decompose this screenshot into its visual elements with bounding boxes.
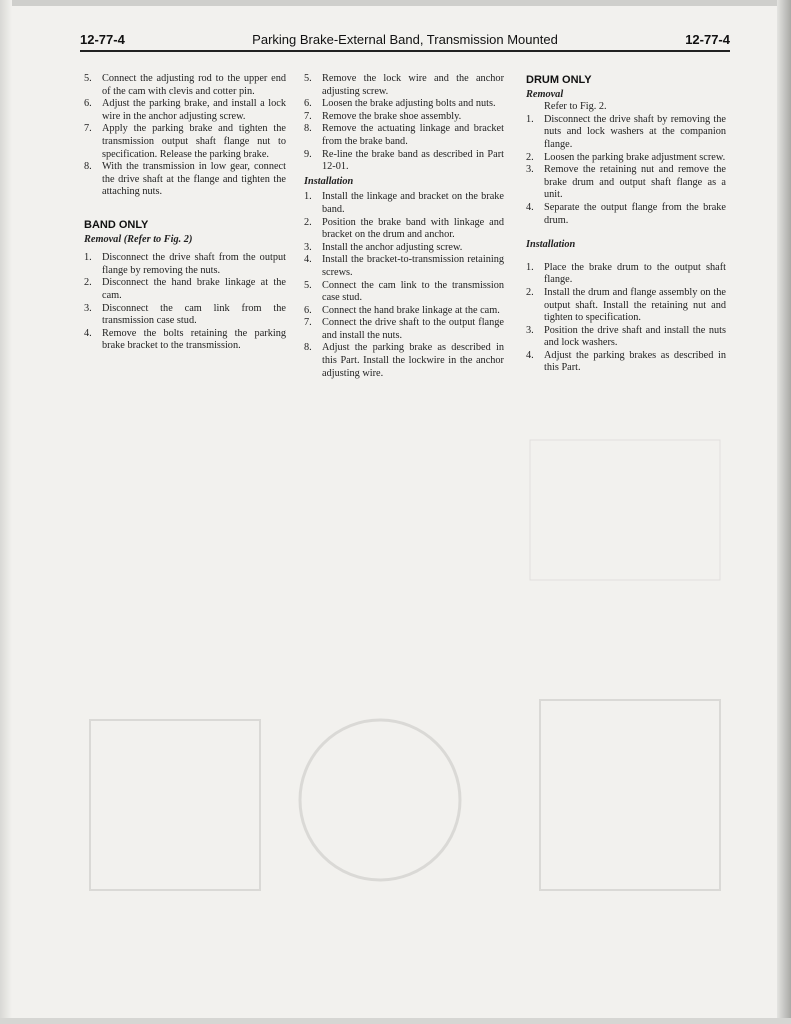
list-item: 4. Separate the output flange from the brake drum. <box>526 201 726 226</box>
list-item: 3. Position the drive shaft and install the nuts and lock washers. <box>526 324 726 349</box>
ghost-text-block <box>530 440 720 580</box>
list-item: 8. With the transmission in low gear, connect the drive shaft at the flange and tighten the attaching nuts. <box>84 161 286 198</box>
column-3 <box>526 73 726 375</box>
page-title: Parking Brake-External Band, Transmission Mounted <box>252 32 558 47</box>
list-item: 2. Position the brake band with linkage and bracket on the drum and anchor. <box>304 216 504 241</box>
list-item: 8. Adjust the parking brake as described in this Part. Install the lockwire in the anchor adjusting wire. <box>304 342 504 379</box>
band-removal-continued-list <box>304 73 504 174</box>
page-number-left: 12-77-4 <box>80 32 125 47</box>
list-item: 7. Connect the drive shaft to the output flange and install the nuts. <box>304 317 504 341</box>
drum-installation-list <box>526 262 726 375</box>
header-rule <box>80 50 730 52</box>
drum-only-heading: DRUM ONLY <box>526 74 592 86</box>
list-item: 3. Install the anchor adjusting screw. <box>304 241 463 253</box>
ghost-figure-left <box>90 720 260 890</box>
page-header <box>80 30 730 52</box>
continued-steps-list <box>84 73 286 199</box>
list-item: 2. Install the drum and flange assembly on the output shaft. Install the retaining nut and tighten to specification. <box>526 286 726 324</box>
list-item: 6. Loosen the brake adjusting bolts and nuts. <box>304 98 496 110</box>
band-installation-heading: Installation <box>304 175 354 187</box>
list-item: 1. Disconnect the drive shaft from the output flange by removing the nuts. <box>84 252 286 276</box>
list-item: 6. Adjust the parking brake, and install a lock wire in the anchor adjusting screw. <box>84 98 286 122</box>
band-removal-heading: Removal (Refer to Fig. 2) <box>84 233 193 245</box>
drum-refer-note: Refer to Fig. 2. <box>544 101 607 113</box>
list-item: 5. Remove the lock wire and the anchor adjusting screw. <box>304 73 504 97</box>
band-installation-list <box>304 191 504 380</box>
drum-removal-heading: Removal <box>526 88 564 100</box>
list-item: 6. Connect the hand brake linkage at the cam. <box>304 304 500 316</box>
band-only-heading: BAND ONLY <box>84 218 149 231</box>
list-item: 7. Remove the brake shoe assembly. <box>304 110 462 122</box>
list-item: 5. Connect the cam link to the transmission case stud. <box>304 279 504 304</box>
list-item: 5. Connect the adjusting rod to the upper end of the cam with clevis and cotter pin. <box>84 73 286 97</box>
ghost-figure-center <box>300 720 460 880</box>
list-item: 8. Remove the actuating linkage and bracket from the brake band. <box>304 123 504 147</box>
column-2 <box>304 73 504 380</box>
list-item: 2. Loosen the parking brake adjustment screw. <box>526 151 726 163</box>
drum-installation-heading: Installation <box>526 239 576 251</box>
band-removal-list <box>84 252 286 353</box>
list-item: 1. Install the linkage and bracket on the brake band. <box>304 191 504 215</box>
list-item: 4. Remove the bolts retaining the parking brake bracket to the transmission. <box>84 327 286 352</box>
ghost-figure-right <box>540 700 720 890</box>
list-item: 9. Re-line the brake band as described in Part 12-01. <box>304 148 504 173</box>
list-item: 1. Disconnect the drive shaft by removing the nuts and lock washers at the companion flange. <box>526 113 726 150</box>
list-item: 3. Remove the retaining nut and remove the brake drum and output shaft flange as a unit. <box>526 164 726 201</box>
list-item: 2. Disconnect the hand brake linkage at the cam. <box>84 277 286 301</box>
list-item: 3. Disconnect the cam link from the transmission case stud. <box>84 302 286 327</box>
page-number-right: 12-77-4 <box>685 32 730 47</box>
drum-removal-list <box>526 114 726 227</box>
list-item: 4. Adjust the parking brakes as described in this Part. <box>526 349 726 374</box>
column-1 <box>84 73 286 353</box>
list-item: 1. Place the brake drum to the output shaft flange. <box>526 261 726 286</box>
list-item: 7. Apply the parking brake and tighten the transmission output shaft flange nut to specification. Release the parking brake. <box>84 123 286 160</box>
list-item: 4. Install the bracket-to-transmission retaining screws. <box>304 254 504 278</box>
